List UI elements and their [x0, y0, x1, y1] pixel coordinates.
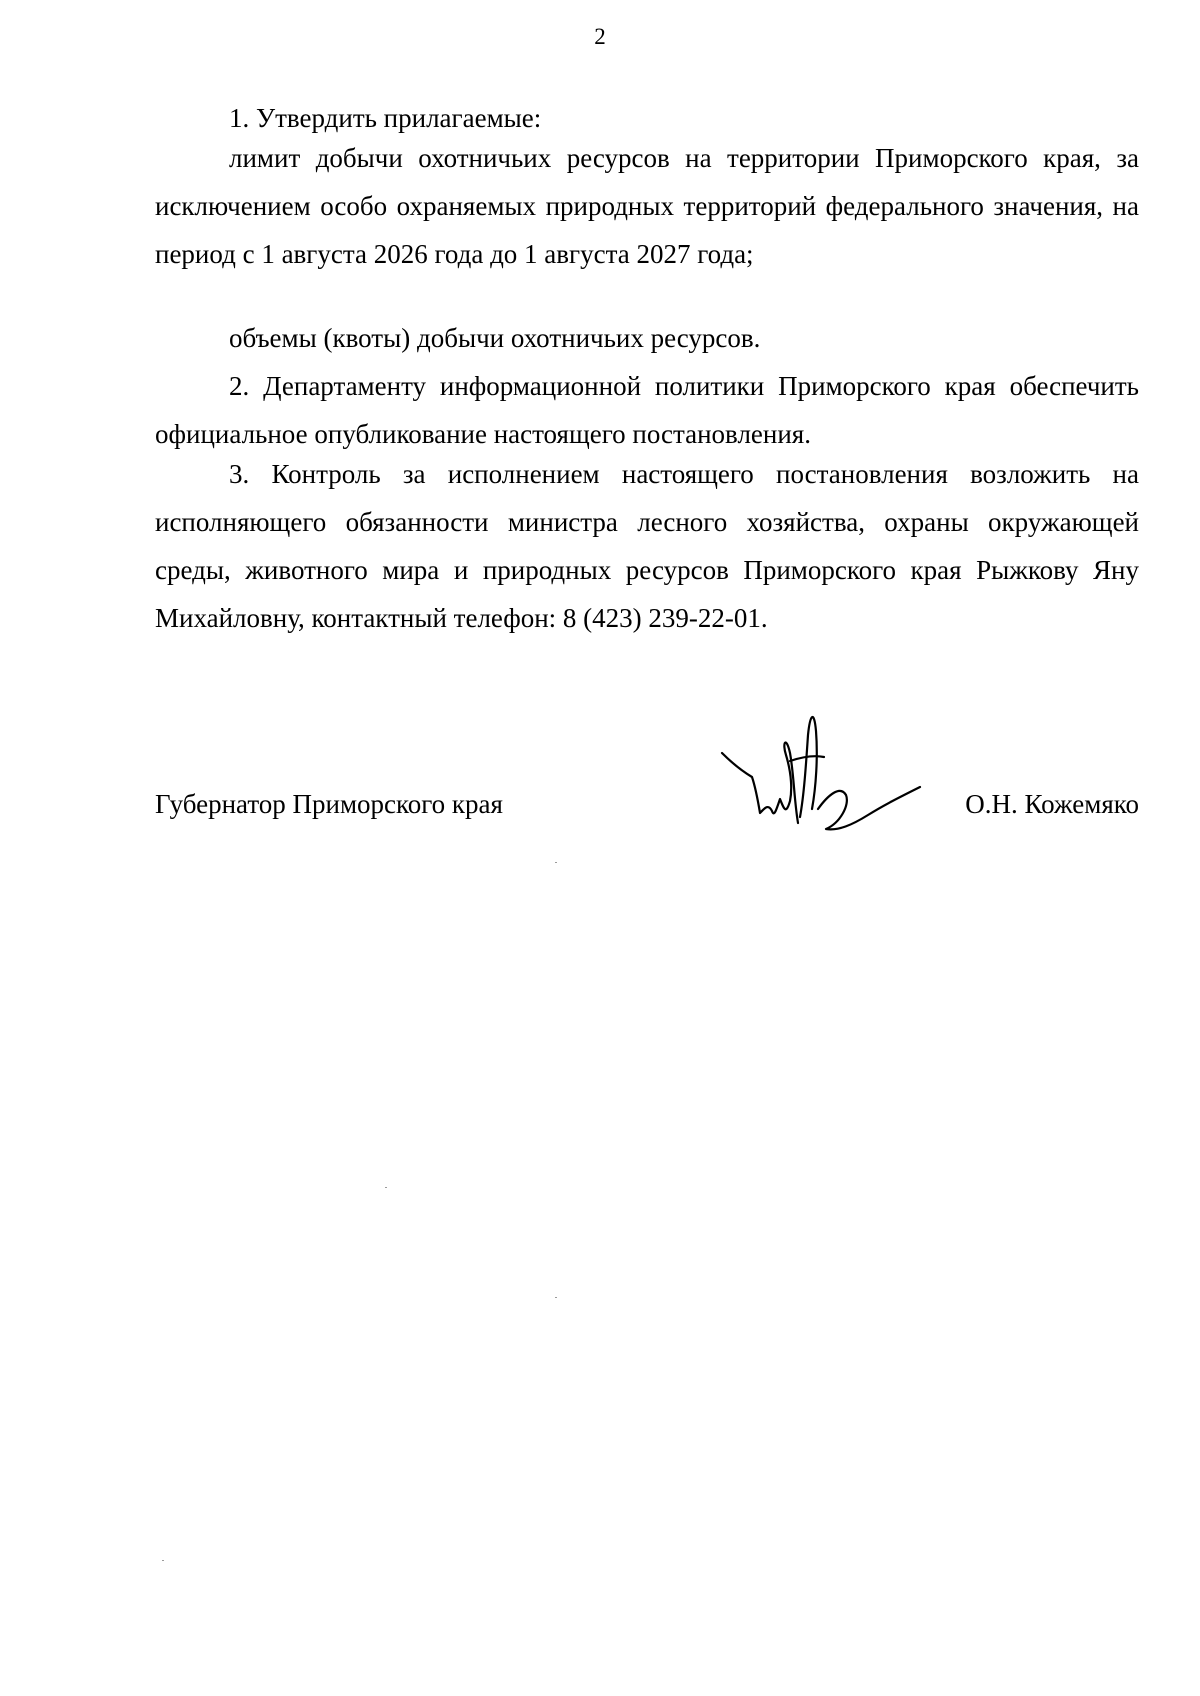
- page-number: 2: [594, 24, 606, 49]
- signatory-position: Губернатор Приморского края: [155, 789, 503, 819]
- signature-block: [155, 780, 1139, 830]
- scan-speck: [555, 1297, 557, 1298]
- paragraph-approve-quota: объемы (квоты) добычи охотничьих ресурсов.: [229, 323, 761, 353]
- signatory-name: О.Н. Кожемяко: [965, 789, 1139, 819]
- paragraph-approve-heading: 1. Утвердить прилагаемые:: [229, 103, 542, 133]
- paragraph-approve-limit: лимит добычи охотничьих ресурсов на территории Приморского края, за исключением особо охраняемых природных территорий федерального значения, на период с 1 августа 2026 года до 1 августа 2027 года;: [155, 143, 1139, 269]
- paragraph-control: 3. Контроль за исполнением настоящего постановления возложить на исполняющего обязанности министра лесного хозяйства, охраны окружающей среды, животного мира и природных ресурсов Приморского края Рыжкову Яну Михайловну, контактный телефон: 8 (423) 239-22-01.: [155, 459, 1139, 633]
- handwritten-signature: [720, 705, 935, 855]
- scan-speck: [555, 862, 557, 863]
- paragraph-publication: 2. Департаменту информационной политики Приморского края обеспечить официальное опубликование настоящего постановления.: [155, 371, 1139, 449]
- scan-speck: [162, 1560, 164, 1561]
- scan-speck: [385, 1187, 387, 1188]
